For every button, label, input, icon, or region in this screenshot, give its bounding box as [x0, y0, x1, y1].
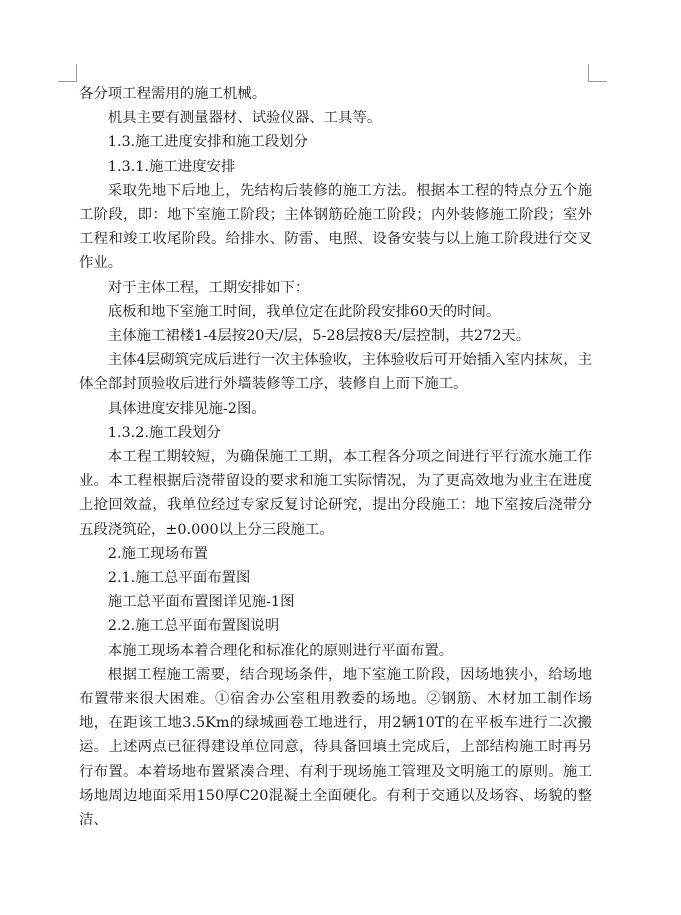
paragraph-site-layout: 根据工程施工需要，结合现场条件，地下室施工阶段，因场地狭小，给场地布置带来很大困难。①宿舍办公室租用教委的场地。②钢筋、木材加工制作场地，在距该工地3.5Km的绿城画卷工地进行，用2辆10T的在平板车进行二次搬运。上述两点已征得建设单位同意，待具备回填土完成后，上部结构施工时再另行布置。本着场地布置紧凑合理、有利于现场施工管理及文明施工的原则。施工场地周边地面采用150厚C20混凝土全面硬化。有利于交通以及场容、场貌的整洁、 — [79, 666, 592, 829]
document-body — [79, 82, 592, 832]
paragraph-construction-method: 采取先地下后地上，先结构后装修的施工方法。根据本工程的特点分五个施工阶段，即：地下室施工阶段；主体钢筋砼施工阶段；内外装修施工阶段；室外工程和竣工收尾阶段。给排水、防雷、电照、设备安装与以上施工阶段进行交叉作业。 — [79, 182, 592, 272]
paragraph-inspection: 主体4层砌筑完成后进行一次主体验收，主体验收后可开始插入室内抹灰，主体全部封顶验收后进行外墙装修等工序，装修自上而下施工。 — [79, 352, 592, 393]
paragraph-layout-reference: 施工总平面布置图详见施-1图 — [107, 594, 295, 611]
heading-1-3: 1.3.施工进度安排和施工段划分 — [107, 134, 308, 151]
heading-2-1: 2.1.施工总平面布置图 — [107, 570, 251, 587]
paragraph-layout-principle: 本施工现场本着合理化和标准化的原则进行平面布置。 — [107, 642, 454, 659]
heading-1-3-2: 1.3.2.施工段划分 — [107, 424, 221, 441]
paragraph-tools: 机具主要有测量器材、试验仪器、工具等。 — [107, 110, 382, 127]
paragraph-section-division: 本工程工期较短，为确保施工工期，本工程各分项之间进行平行流水施工作业。本工程根据后浇带留设的要求和施工实际情况，为了更高效地为业主在进度上抢回效益，我单位经过专家反复讨论研究，提出分段施工：地下室按后浇带分五段浇筑砼，±0.000以上分三段施工。 — [79, 449, 592, 538]
heading-2: 2.施工现场布置 — [107, 545, 208, 562]
paragraph-schedule-intro: 对于主体工程，工期安排如下： — [107, 279, 310, 296]
paragraph-intro-machinery: 各分项工程需用的施工机械。 — [79, 86, 267, 102]
paragraph-basement-time: 底板和地下室施工时间，我单位定在此阶段安排60天的时间。 — [107, 303, 501, 320]
heading-2-2: 2.2.施工总平面布置图说明 — [107, 618, 280, 635]
heading-1-3-1: 1.3.1.施工进度安排 — [107, 158, 236, 175]
paragraph-main-structure-time: 主体施工裙楼1-4层按20天/层，5-28层按8天/层控制，共272天。 — [107, 328, 531, 345]
paragraph-schedule-reference: 具体进度安排见施-2图。 — [107, 400, 266, 417]
